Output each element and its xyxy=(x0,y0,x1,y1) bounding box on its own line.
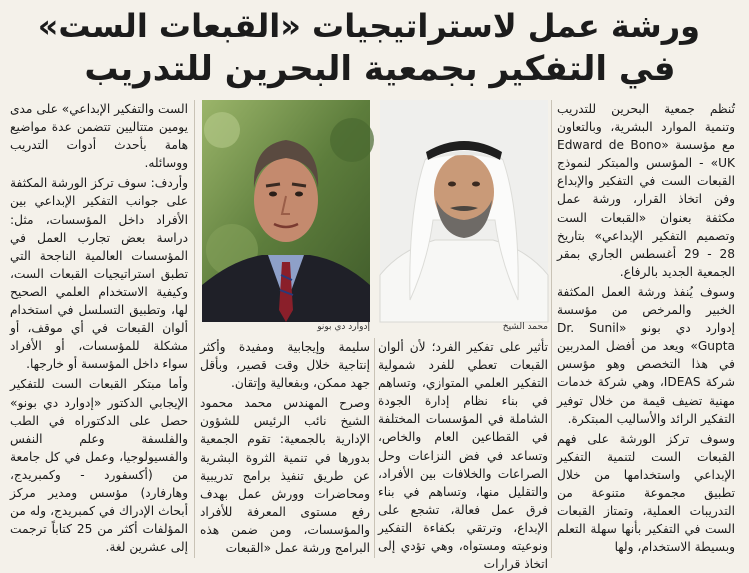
paragraph: وصرح المهندس محمد محمود الشيخ نائب الرئيس للشؤون الإدارية بالجمعية: تقوم الجمعية بدورها في تنمية الثروة البشرية عن طريق تنفيذ برامج تدريبية ومحاضرات وورش عمل بهدف رفع مستوى المعرفة للأفراد والمؤسسات، ومن ضمن هذه البرامج ورشة عمل «القبعات xyxy=(200,396,370,556)
paragraph: سليمة وإيجابية ومفيدة وأكثر إنتاجية خلال وقت قصير، وبأقل جهد ممكن، وبفعالية وإتقان. xyxy=(200,340,370,391)
photo-caption: إدوارد دي بونو xyxy=(317,322,370,332)
paragraph: وسوف تركز الورشة على فهم القبعات الست لتنمية التفكير الإبداعي واستخدامها من خلال تطبيق مجموعة متنوعة من التدريبات العملية، وتمتاز القبعات الست في التفكير بأنها سهلة التعلم وبسيطة الاستخدام، ولها xyxy=(557,431,735,555)
paragraph: وأردف: سوف تركز الورشة المكثفة على جوانب التفكير الإبداعي بين الأفراد داخل المؤسسات، مثل: دراسة بعض تجارب العمل في المؤسسات العالمية الناجحة التي تطبق استراتيجيات القبعات الست، وكيفية الاستخدام العلمي الصحيح لها، وتطبيق التسلسل في استخدام ألوان القبعات في أي موقف، أو مشكلة للمؤسسات، أو الأفراد سواء داخل المؤسسة أو خارجها. xyxy=(10,176,188,372)
portrait-image xyxy=(380,100,548,322)
headline-line-2: في التفكير بجمعية البحرين للتدريب xyxy=(84,49,676,89)
photo-mohamed-alshaikh xyxy=(380,100,548,322)
photo-edward-de-bono xyxy=(202,100,370,322)
paragraph: الست والتفكير الإبداعي» على مدى يومين متتاليين تتضمن عدة مواضيع هامة بأحدث أدوات التدريب ووسائله. xyxy=(10,102,188,171)
paragraph: وسوف يُنفذ ورشة العمل المكثفة الخبير والمرخص من مؤسسة إدوارد دي بونو «Dr. Sunil Gupta» ويعد من أفضل المدربين في هذا التخصص وهو مؤسس شركة IDEAS، وهي شركة خدمات مهنية تضيف قيمة من خلال توفير التفكير الرائد والأساليب المبتكرة. xyxy=(557,284,735,426)
article-column-2 xyxy=(378,338,548,572)
article-column-3 xyxy=(200,338,370,558)
column-divider xyxy=(551,100,552,558)
column-divider xyxy=(374,338,375,558)
column-divider xyxy=(194,100,195,558)
paragraph: وأما مبتكر القبعات الست للتفكير الإيجابي الدكتور «إدوارد دي بونو» حصل على الدكتوراه في الطب والفلسفة وعلم النفس والفسيولوجيا، وعمل في كل جامعة من (أكسفورد - وكمبريدج، وهارفارد) مؤسس ومدير مركز أبحاث الإدراك في كمبريدج، وله من المؤلفات أكثر من 25 كتاباً ترجمت إلى عشرين لغة. xyxy=(10,377,188,555)
portrait-image xyxy=(202,100,370,322)
article-column-1 xyxy=(557,100,735,558)
paragraph: تأثير على تفكير الفرد؛ لأن ألوان القبعات تعطي للفرد شمولية التفكير العلمي المتوازي، وتساهم في بناء نظام إدارة الجودة الشاملة في المؤسسات المختلفة في القطاعين العام والخاص، وتساعد في فض النزاعات وحل الصراعات والخلافات بين الأفراد، والتقليل منها، وتساهم في بناء فرق عمل فعالة، تشجع على الإبداع، وترتقي بكفاءة التفكير ونوعيته ومستواه، وهي تؤدي إلى اتخاذ قرارات xyxy=(378,340,548,572)
headline-line-1: ورشة عمل لاستراتيجيات «القبعات الست» xyxy=(37,7,700,45)
photo-caption: محمد الشيخ xyxy=(502,322,548,332)
paragraph: تُنظم جمعية البحرين للتدريب وتنمية الموارد البشرية، وبالتعاون مع مؤسسة «Edward de Bono UK» - المؤسس والمبتكر لنموذج القبعات الست في التفكير والإبداع وفن اتخاذ القرار، ورشة عمل مكثفة بعنوان «القبعات الست وتصميم التفكير الإبداعي» بتاريخ 28 - 29 أغسطس الجاري بمقر الجمعية الجديد بالرفاع. xyxy=(557,102,735,279)
article-column-4 xyxy=(10,100,188,558)
